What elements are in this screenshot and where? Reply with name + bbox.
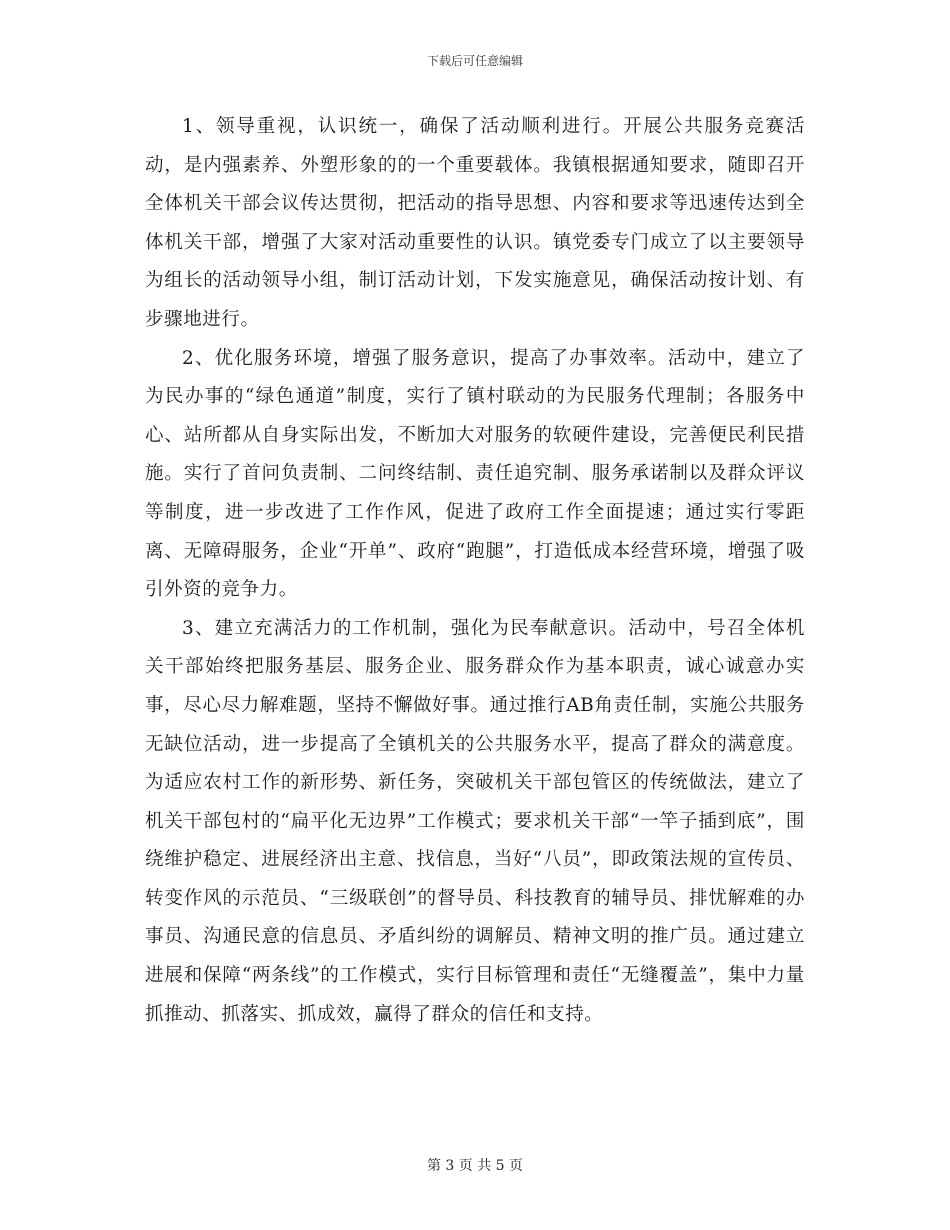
document-body <box>145 108 805 1034</box>
page-header: 下载后可任意编辑 <box>426 54 523 68</box>
paragraph-3: 3、建立充满活力的工作机制，强化为民奉献意识。活动中，号召全体机关干部始终把服务基层、服务企业、服务群众作为基本职责，诚心诚意办实事，尽心尽力解难题，坚持不懈做好事。通过推行AB角责任制，实施公共服务无缺位活动，进一步提高了全镇机关的公共服务水平，提高了群众的满意度。为适应农村工作的新形势、新任务，突破机关干部包管区的传统做法，建立了机关干部包村的“扁平化无边界”工作模式；要求机关干部“一竿子插到底”，围绕维护稳定、进展经济出主意、找信息，当好“八员”，即政策法规的宣传员、转变作风的示范员、“三级联创”的督导员、科技教育的辅导员、排忧解难的办事员、沟通民意的信息员、矛盾纠纷的调解员、精神文明的推广员。通过建立进展和保障“两条线”的工作模式，实行目标管理和责任“无缝覆盖”，集中力量抓推动、抓落实、抓成效，赢得了群众的信任和支持。 <box>145 617 805 1025</box>
paragraph-2: 2、优化服务环境，增强了服务意识，提高了办事效率。活动中，建立了为民办事的“绿色通道”制度，实行了镇村联动的为民服务代理制；各服务中心、站所都从自身实际出发，不断加大对服务的软硬件建设，完善便民利民措施。实行了首问负责制、二问终结制、责任追究制、服务承诺制以及群众评议等制度，进一步改进了工作作风，促进了政府工作全面提速；通过实行零距离、无障碍服务，企业“开单”、政府“跑腿”，打造低成本经营环境，增强了吸引外资的竞争力。 <box>145 347 805 601</box>
page-footer: 第 3 页 共 5 页 <box>426 1158 524 1174</box>
paragraph-1: 1、领导重视，认识统一，确保了活动顺利进行。开展公共服务竞赛活动，是内强素养、外塑形象的的一个重要载体。我镇根据通知要求，随即召开全体机关干部会议传达贯彻，把活动的指导思想、内容和要求等迅速传达到全体机关干部，增强了大家对活动重要性的认识。镇党委专门成立了以主要领导为组长的活动领导小组，制订活动计划，下发实施意见，确保活动按计划、有步骤地进行。 <box>145 116 805 330</box>
